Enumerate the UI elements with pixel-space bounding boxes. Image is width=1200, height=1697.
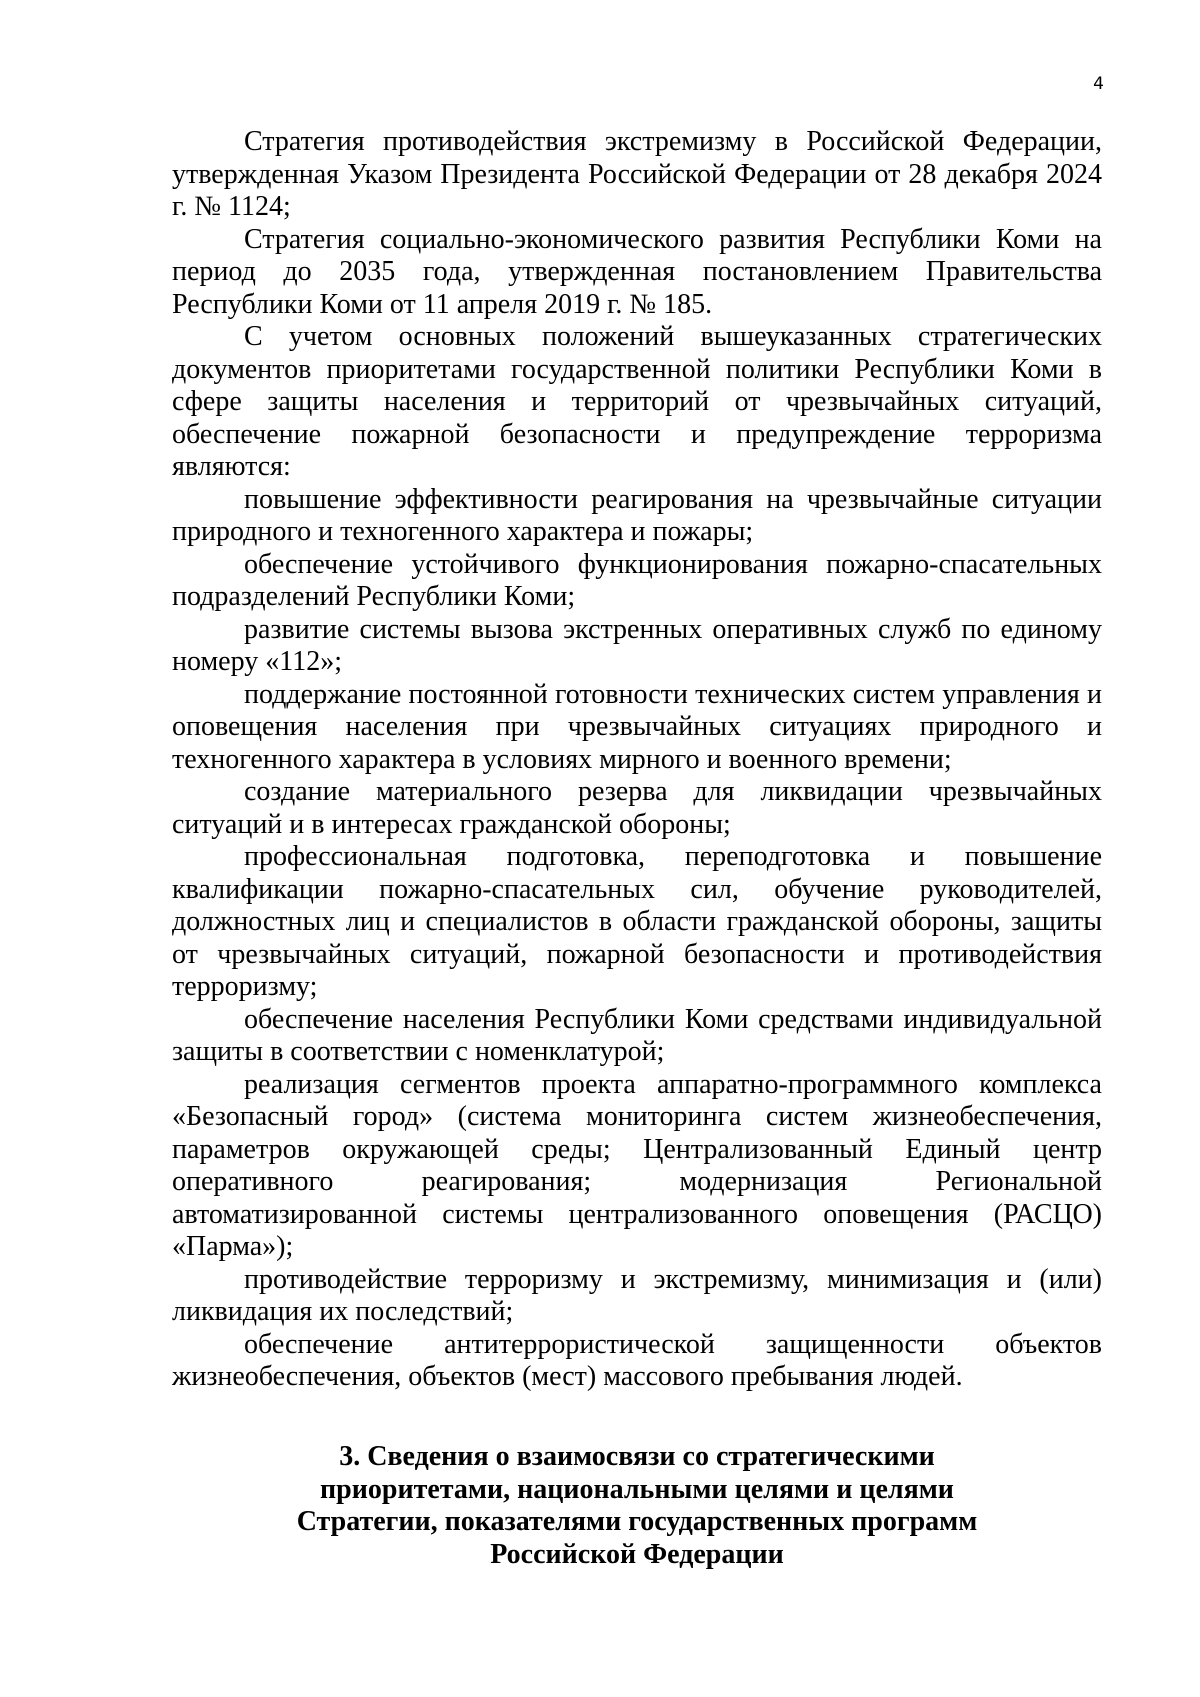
- paragraph: развитие системы вызова экстренных оперативных служб по единому номеру «112»;: [172, 613, 1102, 677]
- paragraph: профессиональная подготовка, переподготовка и повышение квалификации пожарно-спасательных сил, обучение руководителей, должностных лиц и специалистов в области гражданской обороны, защиты от чрезвычайных ситуаций, пожарной безопасности и противодействия терроризму;: [172, 841, 1102, 1002]
- section-heading: [172, 1441, 1102, 1571]
- paragraph: реализация сегментов проекта аппаратно-программного комплекса «Безопасный город» (система мониторинга систем жизнеобеспечения, параметров окружающей среды; Централизованный Единый центр оперативного реагирования; модернизация Региональной автоматизированной системы централизованного оповещения (РАСЦО) «Парма»);: [172, 1068, 1102, 1262]
- paragraph: Стратегия противодействия экстремизму в Российской Федерации, утвержденная Указом Президента Российской Федерации от 28 декабря 2024 г. № 1124;: [172, 126, 1102, 222]
- paragraph: обеспечение антитеррористической защищенности объектов жизнеобеспечения, объектов (мест) массового пребывания людей.: [172, 1328, 1102, 1392]
- paragraph: повышение эффективности реагирования на чрезвычайные ситуации природного и техногенного характера и пожары;: [172, 483, 1102, 547]
- paragraph: обеспечение населения Республики Коми средствами индивидуальной защиты в соответствии с номенклатурой;: [172, 1003, 1102, 1067]
- paragraph: противодействие терроризму и экстремизму, минимизация и (или) ликвидация их последствий;: [172, 1263, 1102, 1327]
- paragraph: создание материального резерва для ликвидации чрезвычайных ситуаций и в интересах гражданской обороны;: [172, 776, 1102, 840]
- page-number: 4: [1093, 74, 1104, 94]
- section-heading-line: Российской Федерации: [490, 1538, 784, 1570]
- paragraph: обеспечение устойчивого функционирования пожарно-спасательных подразделений Республики Коми;: [172, 548, 1102, 612]
- section-heading-line: Стратегии, показателями государственных программ: [296, 1506, 978, 1537]
- section-heading-line: приоритетами, национальными целями и целями: [320, 1473, 954, 1505]
- paragraph: Стратегия социально-экономического развития Республики Коми на период до 2035 года, утвержденная постановлением Правительства Республики Коми от 11 апреля 2019 г. № 185.: [172, 223, 1102, 320]
- document-body: [172, 126, 1102, 1394]
- paragraph: С учетом основных положений вышеуказанных стратегических документов приоритетами государственной политики Республики Коми в сфере защиты населения и территорий от чрезвычайных ситуаций, обеспечение пожарной безопасности и предупреждение терроризма являются:: [172, 321, 1102, 482]
- paragraph: поддержание постоянной готовности технических систем управления и оповещения населения при чрезвычайных ситуациях природного и техногенного характера в условиях мирного и военного времени;: [172, 678, 1102, 775]
- section-heading-line: 3. Сведения о взаимосвязи со стратегическими: [339, 1441, 935, 1472]
